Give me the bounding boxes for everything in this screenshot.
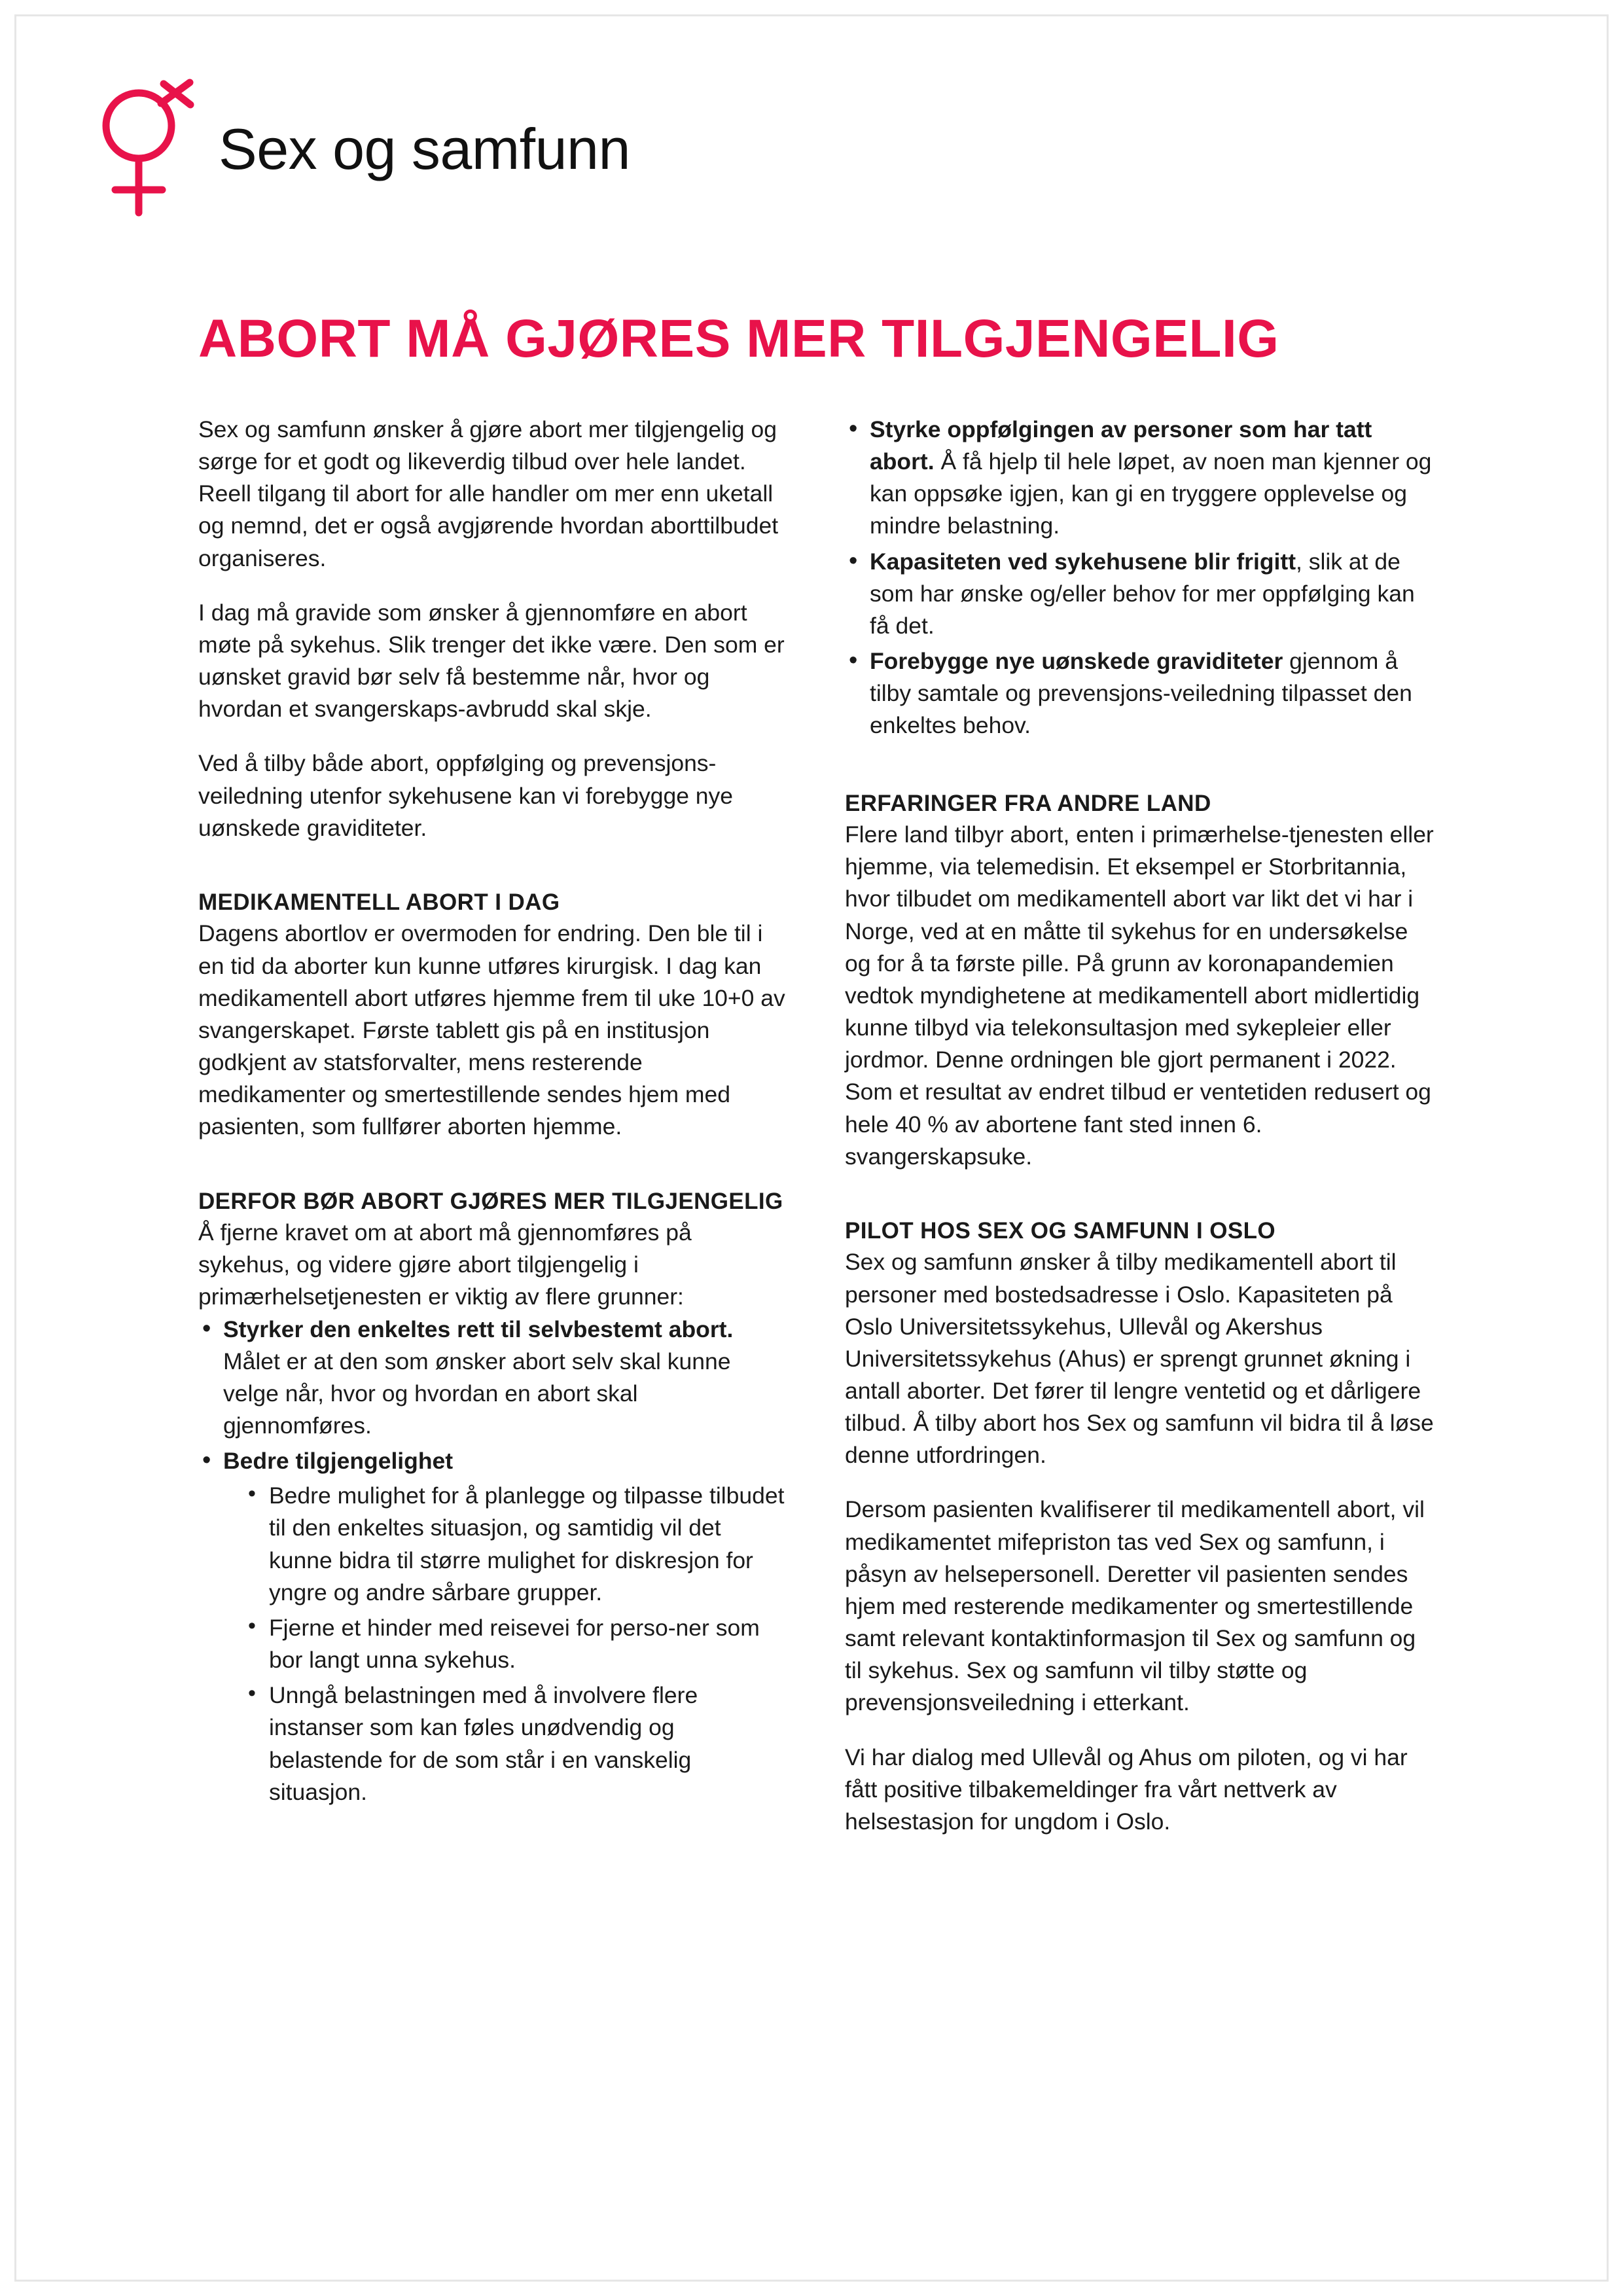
section-body-medikamentell-abort: Dagens abortlov er overmoden for endring. Den ble til i en tid da aborter kun kunne utføres kirurgisk. I dag kan medikamentell abort utføres hjemme frem til uke 10+0 av svangerskapet. Første tablett gis på en institusjon godkjent av statsforvalter, mens resterende medikamenter og smertestillende sendes hjem med pasienten, som fullfører aborten hjemme. xyxy=(198,920,785,1140)
list-item xyxy=(198,1445,789,1808)
section-body-derfor-bor-abort: Å fjerne kravet om at abort må gjennomføres på sykehus, og videre gjøre abort tilgjengelig i primærhelsetjenesten er viktig av flere grunner: xyxy=(198,1219,692,1310)
pilot-paragraph-1: Sex og samfunn ønsker å tilby medikamentell abort til personer med bostedsadresse i Oslo. Kapasiteten på Oslo Universitetssykehus, Ullevål og Akershus Universitetssykehus (Ahus) er sprengt grunnet økning i antall aborter. Det fører til lengre ventetid og et dårligere tilbud. Å tilby abort hos Sex og samfunn vil bidra til å løse denne utfordringen. xyxy=(845,1249,1434,1469)
bullet-lead: Styrke oppfølgingen av personer som har tatt abort. xyxy=(870,416,1372,475)
bullet-rest: Å få hjelp til hele løpet, av noen man kjenner og kan oppsøke igjen, kan gi en tryggere opplevelse og mindre belastning. xyxy=(870,448,1432,539)
brand-logo xyxy=(98,79,630,219)
brand-name: Sex og samfunn xyxy=(219,116,630,181)
content-columns xyxy=(198,414,1435,1838)
list-item xyxy=(198,1314,789,1443)
page-title: ABORT MÅ GJØRES MER TILGJENGELIG xyxy=(198,308,1279,368)
section-heading-derfor-bor-abort: DERFOR BØR ABORT GJØRES MER TILGJENGELIG xyxy=(198,1188,783,1214)
spacer xyxy=(198,1143,789,1187)
left-column xyxy=(198,414,789,1812)
pilot-paragraph-3: Vi har dialog med Ullevål og Ahus om piloten, og vi har fått positive tilbakemeldinger fra vårt nettverk av helsestasjon for ungdom i Oslo. xyxy=(845,1744,1408,1835)
spacer xyxy=(198,844,789,888)
list-item: • Unngå belastningen med å involvere flere instanser som kan føles unødvendig og belastende for de som står i en vanskelig situasjon. xyxy=(244,1679,789,1808)
intro-paragraph-3: Ved å tilby både abort, oppfølging og prevensjons-veiledning utenfor sykehusene kan vi forebygge nye uønskede graviditeter. xyxy=(198,750,734,841)
intro-paragraph-2: I dag må gravide som ønsker å gjennomføre en abort møte på sykehus. Slik trenger det ikke være. Den som er uønsket gravid bør selv få bestemme når, hvor og hvordan et svangerskaps-avbrudd skal skje. xyxy=(198,599,785,723)
venus-mars-symbol-icon xyxy=(98,79,196,219)
list-item: • Bedre mulighet for å planlegge og tilpasse tilbudet til den enkeltes situasjon, og samtidig vil det kunne bidra til større mulighet for diskresjon for yngre og andre sårbare grupper. xyxy=(244,1480,789,1609)
bullet-lead: Kapasiteten ved sykehusene blir frigitt xyxy=(870,548,1296,575)
pilot-paragraph-2: Dersom pasienten kvalifiserer til medikamentell abort, vil medikamentet mifepriston tas ved Sex og samfunn, i påsyn av helsepersonell. Deretter vil pasienten sendes hjem med resterende medikamenter og smertestillende samt relevant kontaktinformasjon til Sex og samfunn og til sykehus. Sex og samfunn vil tilby støtte og prevensjonsveiledning i etterkant. xyxy=(845,1496,1425,1716)
intro-paragraph-1: Sex og samfunn ønsker å gjøre abort mer tilgjengelig og sørge for et godt og likeverdig tilbud over hele landet. Reell tilgang til abort for alle handler om mer enn uketall og nemnd, det er også avgjørende hvordan aborttilbudet organiseres. xyxy=(198,416,779,571)
section-body-erfaringer: Flere land tilbyr abort, enten i primærhelse-tjenesten eller hjemme, via telemedisin. Et eksempel er Storbritannia, hvor tilbudet om medikamentell abort var likt det vi har i Norge, ved at en måtte til sykehus for en undersøkelse og for å ta første pille. På grunn av koronapandemien vedtok myndighetene at medikamentell abort midlertidig kunne tilbyd via telekonsultasjon med sykepleier eller jordmor. Denne ordningen ble gjort permanent i 2022. Som et resultat av endret tilbud er ventetiden redusert og hele 40 % av abortene fant sted innen 6. svangerskapsuke. xyxy=(845,821,1434,1170)
list-item: • Fjerne et hinder med reisevei for perso-ner som bor langt unna sykehus. xyxy=(244,1612,789,1676)
bullet-rest: , slik at de som har ønske og/eller behov for mer oppfølging kan få det. xyxy=(870,548,1415,639)
bullet-lead: Styrker den enkeltes rett til selvbestemt abort. xyxy=(223,1316,734,1342)
benefits-bullet-list xyxy=(198,1314,789,1808)
sub-bullet-list xyxy=(244,1480,789,1808)
bullet-lead: Forebygge nye uønskede graviditeter xyxy=(870,648,1283,675)
section-heading-medikamentell-abort: MEDIKAMENTELL ABORT I DAG xyxy=(198,889,560,915)
spacer xyxy=(845,1173,1435,1216)
list-item xyxy=(845,546,1435,642)
bullet-rest: gjennom å tilby samtale og prevensjons-veiledning tilpasset den enkeltes behov. xyxy=(870,648,1412,739)
spacer xyxy=(845,745,1435,789)
list-item xyxy=(845,645,1435,742)
bullet-rest: Målet er at den som ønsker abort selv skal kunne velge når, hvor og hvordan en abort skal gjennomføres. xyxy=(223,1348,731,1439)
effects-bullet-list xyxy=(845,414,1435,742)
section-heading-pilot-oslo: PILOT HOS SEX OG SAMFUNN I OSLO xyxy=(845,1217,1276,1244)
bullet-lead: Bedre tilgjengelighet xyxy=(223,1448,454,1475)
section-heading-erfaringer: ERFARINGER FRA ANDRE LAND xyxy=(845,790,1211,816)
right-column xyxy=(845,414,1435,1838)
list-item xyxy=(845,414,1435,543)
